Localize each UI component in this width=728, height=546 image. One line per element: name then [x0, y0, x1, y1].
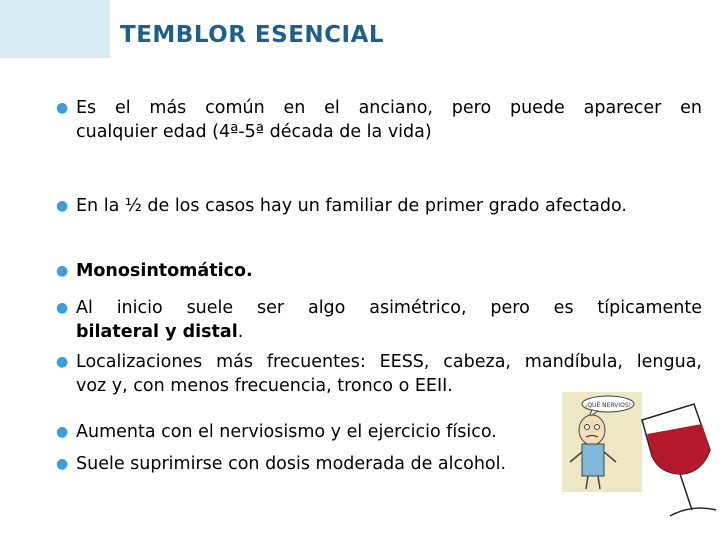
bullet-item: [56, 296, 702, 344]
bullet-marker-icon: ●: [56, 424, 69, 440]
bullet-item: [56, 194, 702, 218]
speech-bubble-text: ¡QUÉ NERVIOS!: [584, 402, 632, 409]
nervous-man-icon: [562, 392, 642, 492]
bullet-text: Aumenta con el nerviosismo y el ejercicio físico.: [76, 422, 497, 442]
bullet-text: voz y, con menos frecuencia, tronco o EEII.: [76, 376, 453, 396]
bullet-marker-icon: ●: [56, 456, 69, 472]
bullet-item: [56, 259, 702, 283]
bullet-text: Monosintomático.: [76, 261, 253, 281]
bullet-text-line2: [76, 320, 702, 344]
wine-glass-icon: [632, 398, 728, 528]
bullet-text: En la ½ de los casos hay un familiar de primer grado afectado.: [76, 196, 627, 216]
bullet-item: [56, 350, 702, 398]
bullet-text: Suele suprimirse con dosis moderada de alcohol.: [76, 454, 507, 474]
bullet-marker-icon: ●: [56, 354, 69, 370]
bullet-item: [56, 96, 702, 144]
bullet-marker-icon: ●: [56, 100, 69, 116]
bullet-text-tail: .: [237, 322, 244, 342]
wine-glass-illustration: [632, 398, 728, 528]
slide-title: TEMBLOR ESENCIAL: [120, 22, 385, 48]
bullet-marker-icon: ●: [56, 198, 69, 214]
bullet-text: Es el más común en el anciano, pero puede aparecer en: [76, 98, 702, 118]
nervous-man-illustration: [562, 392, 642, 492]
bullet-bold-text: bilateral y distal: [76, 322, 238, 342]
bullet-text: cualquier edad (4ª-5ª década de la vida): [76, 122, 432, 142]
title-accent-bar: [0, 0, 110, 58]
bullet-marker-icon: ●: [56, 263, 69, 279]
bullet-text: Localizaciones más frecuentes: EESS, cabeza, mandíbula, lengua,: [76, 352, 702, 372]
bullet-text: Al inicio suele ser algo asimétrico, pero es típicamente: [76, 298, 702, 318]
bullet-marker-icon: ●: [56, 300, 69, 316]
